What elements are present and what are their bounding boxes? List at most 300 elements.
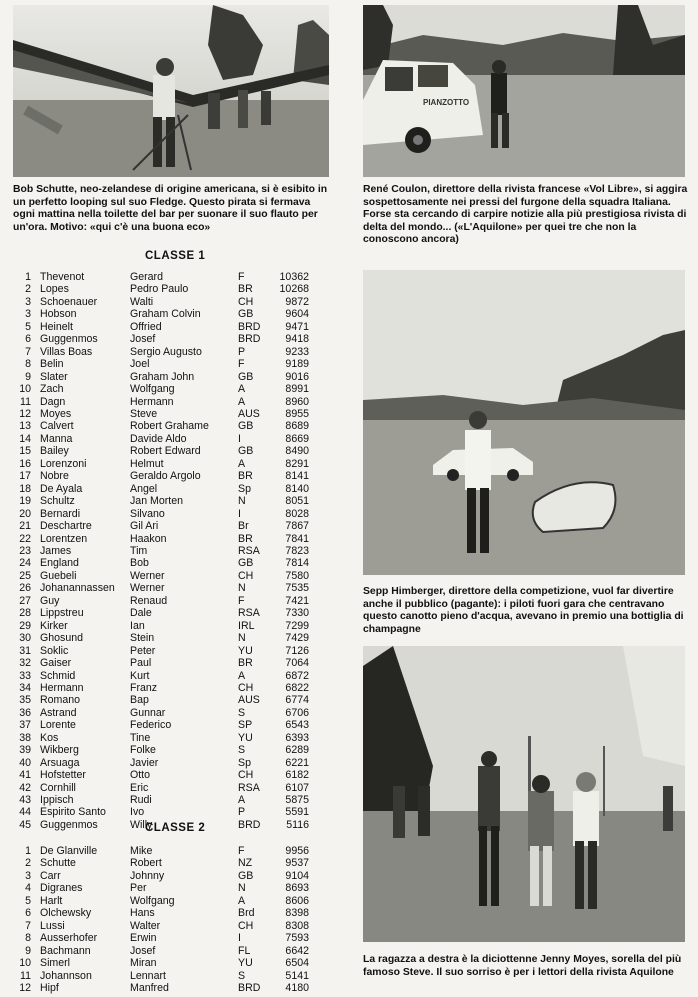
cell-points: 6289 xyxy=(285,744,309,757)
van-lettering: PIANZOTTO xyxy=(423,98,470,107)
caption-moyes: La ragazza a destra è la diciottenne Jenny Moyes, sorella del più famoso Steve. Il suo sorriso è per i lettori della rivista Aquilone xyxy=(363,954,682,978)
cell-nationality: RSA xyxy=(238,544,260,557)
table-row xyxy=(9,271,309,283)
cell-nationality: CH xyxy=(238,295,254,308)
cell-nationality: I xyxy=(238,432,241,445)
cell-nationality: RSA xyxy=(238,607,260,620)
cell-rank: 8 xyxy=(25,932,31,945)
cell-nationality: F xyxy=(238,271,245,283)
table-row xyxy=(9,333,309,345)
cell-rank: 3 xyxy=(25,308,31,321)
table-row xyxy=(9,595,309,607)
cell-rank: 3 xyxy=(25,869,31,882)
table-row xyxy=(9,296,309,308)
cell-points: 8308 xyxy=(285,919,309,932)
cell-nationality: Br xyxy=(238,520,249,533)
cell-rank: 4 xyxy=(25,882,31,895)
table-row xyxy=(9,682,309,694)
table-row xyxy=(9,520,309,532)
cell-given-name: Mike xyxy=(130,845,153,857)
table-row xyxy=(9,470,309,482)
table-row xyxy=(9,920,309,932)
cell-points: 8028 xyxy=(285,507,309,520)
cell-given-name: Renaud xyxy=(130,594,168,607)
cell-given-name: Bap xyxy=(130,694,149,707)
cell-points: 6642 xyxy=(285,944,309,957)
caption-coulon: René Coulon, direttore della rivista francese «Vol Libre», si aggira sospettosamente nei pressi del furgone della squadra Italiana. Forse sta cercando di carpire notizie alla più prestigiosa rivista di delta del mondo... («L'Aquilone» per quei tre che non la conoscono ancora) xyxy=(363,184,688,246)
cell-given-name: Wolfgang xyxy=(130,383,175,396)
table-row xyxy=(9,782,309,794)
cell-surname: Moyes xyxy=(40,407,72,420)
cell-nationality: I xyxy=(238,932,241,945)
cell-nationality: GB xyxy=(238,869,254,882)
cell-surname: Guggenmos xyxy=(40,818,98,831)
cell-nationality: Brd xyxy=(238,907,255,920)
cell-rank: 45 xyxy=(19,818,31,831)
cell-nationality: S xyxy=(238,969,246,982)
cell-rank: 10 xyxy=(19,957,31,970)
cell-points: 8606 xyxy=(285,894,309,907)
cell-rank: 30 xyxy=(19,632,31,645)
cell-rank: 8 xyxy=(25,358,31,371)
cell-given-name: Haakon xyxy=(130,532,167,545)
table-row xyxy=(9,769,309,781)
cell-rank: 1 xyxy=(25,271,31,283)
cell-surname: England xyxy=(40,557,79,570)
cell-surname: Harlt xyxy=(40,894,63,907)
cell-given-name: Tim xyxy=(130,544,148,557)
cell-points: 7064 xyxy=(285,657,309,670)
cell-given-name: Hans xyxy=(130,907,155,920)
cell-rank: 7 xyxy=(25,345,31,358)
cell-surname: Dagn xyxy=(40,395,66,408)
cell-rank: 21 xyxy=(19,520,31,533)
cell-surname: Lippstreu xyxy=(40,607,84,620)
classe2-title: CLASSE 2 xyxy=(145,822,206,834)
cell-rank: 15 xyxy=(19,445,31,458)
cell-rank: 13 xyxy=(19,420,31,433)
cell-rank: 44 xyxy=(19,806,31,819)
table-row xyxy=(9,545,309,557)
table-row xyxy=(9,358,309,370)
cell-given-name: Per xyxy=(130,882,147,895)
cell-nationality: CH xyxy=(238,569,254,582)
table-row xyxy=(9,982,309,994)
cell-nationality: CH xyxy=(238,919,254,932)
table-row xyxy=(9,483,309,495)
table-row xyxy=(9,283,309,295)
cell-surname: Schultz xyxy=(40,495,75,508)
cell-given-name: Ivo xyxy=(130,806,145,819)
cell-rank: 11 xyxy=(20,969,31,982)
cell-rank: 38 xyxy=(19,731,31,744)
cell-points: 6706 xyxy=(285,706,309,719)
cell-points: 8669 xyxy=(285,432,309,445)
cell-surname: Slater xyxy=(40,370,68,383)
cell-nationality: IRL xyxy=(238,619,255,632)
cell-points: 4180 xyxy=(285,981,309,994)
cell-nationality: I xyxy=(238,507,241,520)
cell-nationality: P xyxy=(238,345,246,358)
cell-nationality: S xyxy=(238,706,246,719)
cell-rank: 33 xyxy=(19,669,31,682)
cell-rank: 3 xyxy=(25,295,31,308)
cell-points: 10362 xyxy=(279,271,309,283)
cell-given-name: Helmut xyxy=(130,457,164,470)
table-row xyxy=(9,632,309,644)
cell-points: 6393 xyxy=(285,731,309,744)
cell-rank: 2 xyxy=(25,283,31,296)
cell-rank: 9 xyxy=(25,944,31,957)
cell-points: 7429 xyxy=(285,632,309,645)
cell-nationality: AUS xyxy=(238,407,260,420)
cell-surname: Manna xyxy=(40,432,73,445)
table-row xyxy=(9,533,309,545)
cell-given-name: Werner xyxy=(130,569,165,582)
cell-points: 5141 xyxy=(285,969,309,982)
table-row xyxy=(9,321,309,333)
cell-nationality: Sp xyxy=(238,756,251,769)
cell-points: 6221 xyxy=(285,756,309,769)
cell-rank: 5 xyxy=(25,894,31,907)
table-row xyxy=(9,645,309,657)
table-row xyxy=(9,582,309,594)
cell-points: 6107 xyxy=(285,781,309,794)
cell-surname: Hipf xyxy=(40,981,59,994)
cell-given-name: Manfred xyxy=(130,981,169,994)
cell-given-name: Walter xyxy=(130,919,161,932)
cell-surname: Bachmann xyxy=(40,944,91,957)
table-row xyxy=(9,607,309,619)
table-row xyxy=(9,794,309,806)
cell-rank: 1 xyxy=(25,845,31,857)
cell-nationality: BRD xyxy=(238,818,261,831)
cell-rank: 26 xyxy=(19,582,31,595)
cell-surname: Kirker xyxy=(40,619,68,632)
cell-nationality: GB xyxy=(238,308,254,321)
cell-nationality: BR xyxy=(238,532,253,545)
table-row xyxy=(9,757,309,769)
cell-nationality: GB xyxy=(238,420,254,433)
cell-rank: 14 xyxy=(19,432,31,445)
cell-nationality: F xyxy=(238,845,245,857)
cell-surname: Thevenot xyxy=(40,271,85,283)
table-row xyxy=(9,870,309,882)
table-row xyxy=(9,495,309,507)
cell-rank: 23 xyxy=(19,544,31,557)
cell-nationality: BRD xyxy=(238,333,261,346)
caption-schutte: Bob Schutte, neo-zelandese di origine americana, si è esibito in un perfetto looping sul suo Fledge. Questo pirata si fermava ogni mattina nella toilette del bar per suonare il suo flauto per un'ora. Motivo: «qui c'è una buona eco» xyxy=(13,184,328,233)
cell-surname: Espirito Santo xyxy=(40,806,106,819)
cell-rank: 2 xyxy=(25,857,31,870)
cell-rank: 6 xyxy=(25,333,31,346)
cell-given-name: Gil Ari xyxy=(130,520,159,533)
table-row xyxy=(9,620,309,632)
cell-points: 7580 xyxy=(285,569,309,582)
cell-nationality: A xyxy=(238,457,246,470)
cell-given-name: Otto xyxy=(130,769,151,782)
cell-given-name: Dale xyxy=(130,607,152,620)
table-row xyxy=(9,970,309,982)
cell-given-name: Werner xyxy=(130,582,165,595)
cell-points: 8140 xyxy=(285,482,309,495)
cell-given-name: Stein xyxy=(130,632,155,645)
cell-surname: Olchewsky xyxy=(40,907,92,920)
cell-surname: Calvert xyxy=(40,420,74,433)
cell-points: 8693 xyxy=(285,882,309,895)
table-row xyxy=(9,895,309,907)
table-row xyxy=(9,657,309,669)
cell-nationality: A xyxy=(238,794,246,807)
cell-points: 9956 xyxy=(285,845,309,857)
cell-given-name: Jan Morten xyxy=(130,495,183,508)
cell-points: 7126 xyxy=(285,644,309,657)
cell-surname: Lorentzen xyxy=(40,532,88,545)
cell-surname: Zach xyxy=(40,383,64,396)
cell-nationality: BR xyxy=(238,283,253,296)
cell-points: 7421 xyxy=(285,594,309,607)
table-row xyxy=(9,371,309,383)
cell-points: 6182 xyxy=(285,769,309,782)
table-row xyxy=(9,445,309,457)
cell-surname: De Ayala xyxy=(40,482,83,495)
table-row xyxy=(9,408,309,420)
cell-points: 10268 xyxy=(279,283,309,296)
cell-given-name: Geraldo Argolo xyxy=(130,470,201,483)
cell-rank: 20 xyxy=(19,507,31,520)
cell-surname: Bailey xyxy=(40,445,69,458)
cell-surname: Astrand xyxy=(40,706,77,719)
cell-given-name: Javier xyxy=(130,756,159,769)
cell-surname: Nobre xyxy=(40,470,69,483)
cell-surname: Ippisch xyxy=(40,794,74,807)
cell-rank: 32 xyxy=(19,657,31,670)
cell-surname: Romano xyxy=(40,694,81,707)
cell-given-name: Steve xyxy=(130,407,158,420)
cell-rank: 9 xyxy=(25,370,31,383)
table-row xyxy=(9,882,309,894)
cell-points: 9233 xyxy=(285,345,309,358)
cell-points: 7299 xyxy=(285,619,309,632)
cell-points: 6872 xyxy=(285,669,309,682)
cell-given-name: Paul xyxy=(130,657,152,670)
cell-given-name: Robert Grahame xyxy=(130,420,209,433)
cell-points: 8960 xyxy=(285,395,309,408)
cell-surname: Deschartre xyxy=(40,520,92,533)
cell-given-name: Miran xyxy=(130,957,157,970)
table-row xyxy=(9,744,309,756)
cell-given-name: Folke xyxy=(130,744,156,757)
cell-points: 7330 xyxy=(285,607,309,620)
table-row xyxy=(9,670,309,682)
cell-given-name: Offried xyxy=(130,320,162,333)
cell-given-name: Bob xyxy=(130,557,149,570)
cell-points: 8689 xyxy=(285,420,309,433)
cell-surname: Cornhill xyxy=(40,781,76,794)
cell-surname: Soklic xyxy=(40,644,69,657)
cell-surname: Bernardi xyxy=(40,507,81,520)
cell-nationality: GB xyxy=(238,370,254,383)
cell-surname: Ghosund xyxy=(40,632,83,645)
cell-points: 8955 xyxy=(285,407,309,420)
table-row xyxy=(9,383,309,395)
cell-rank: 43 xyxy=(19,794,31,807)
cell-nationality: BRD xyxy=(238,981,261,994)
cell-points: 9104 xyxy=(285,869,309,882)
photo-raft xyxy=(363,270,685,575)
classe2-table xyxy=(9,845,309,994)
cell-rank: 31 xyxy=(19,644,31,657)
cell-surname: Lopes xyxy=(40,283,69,296)
cell-given-name: Angel xyxy=(130,482,158,495)
cell-rank: 6 xyxy=(25,907,31,920)
cell-nationality: BR xyxy=(238,657,253,670)
cell-given-name: Ian xyxy=(130,619,145,632)
cell-surname: Gaiser xyxy=(40,657,72,670)
table-row xyxy=(9,420,309,432)
cell-nationality: A xyxy=(238,669,246,682)
cell-given-name: Peter xyxy=(130,644,156,657)
cell-surname: Lorenzoni xyxy=(40,457,87,470)
cell-given-name: Walti xyxy=(130,295,154,308)
cell-rank: 29 xyxy=(19,619,31,632)
cell-rank: 42 xyxy=(19,781,31,794)
cell-nationality: CH xyxy=(238,769,254,782)
cell-points: 8051 xyxy=(285,495,309,508)
cell-points: 7841 xyxy=(285,532,309,545)
photo-van xyxy=(363,5,685,177)
cell-given-name: Erwin xyxy=(130,932,157,945)
cell-nationality: F xyxy=(238,594,245,607)
cell-points: 6504 xyxy=(285,957,309,970)
cell-surname: Schutte xyxy=(40,857,76,870)
cell-given-name: Gerard xyxy=(130,271,163,283)
cell-given-name: Sergio Augusto xyxy=(130,345,202,358)
cell-rank: 18 xyxy=(19,482,31,495)
cell-surname: Wikberg xyxy=(40,744,79,757)
cell-nationality: NZ xyxy=(238,857,253,870)
cell-surname: Simerl xyxy=(40,957,71,970)
cell-points: 7814 xyxy=(285,557,309,570)
table-row xyxy=(9,694,309,706)
cell-surname: Hermann xyxy=(40,681,84,694)
cell-given-name: Eric xyxy=(130,781,149,794)
table-row xyxy=(9,907,309,919)
table-row xyxy=(9,346,309,358)
cell-nationality: S xyxy=(238,744,246,757)
cell-points: 9189 xyxy=(285,358,309,371)
cell-rank: 39 xyxy=(19,744,31,757)
caption-himberger: Sepp Himberger, direttore della competizione, vuol far divertire anche il pubblico (pagante): i piloti fuori gara che centravano questo canotto pieno d'acqua, avevano in premio una bottiglia di champagne xyxy=(363,586,684,635)
cell-given-name: Graham John xyxy=(130,370,195,383)
cell-nationality: GB xyxy=(238,445,254,458)
cell-nationality: F xyxy=(238,358,245,371)
table-row xyxy=(9,433,309,445)
photo-hang-glider xyxy=(13,5,329,177)
cell-nationality: N xyxy=(238,632,246,645)
cell-given-name: Gunnar xyxy=(130,706,166,719)
cell-points: 5116 xyxy=(286,818,309,831)
table-row xyxy=(9,458,309,470)
cell-rank: 34 xyxy=(19,681,31,694)
cell-given-name: Graham Colvin xyxy=(130,308,201,321)
cell-rank: 25 xyxy=(19,569,31,582)
cell-rank: 37 xyxy=(19,719,31,732)
cell-surname: Heinelt xyxy=(40,320,73,333)
cell-given-name: Lennart xyxy=(130,969,166,982)
cell-rank: 12 xyxy=(19,407,31,420)
cell-points: 8141 xyxy=(285,470,309,483)
cell-surname: Johannson xyxy=(40,969,92,982)
cell-given-name: Federico xyxy=(130,719,172,732)
cell-surname: Digranes xyxy=(40,882,83,895)
cell-surname: De Glanville xyxy=(40,845,98,857)
cell-rank: 27 xyxy=(19,594,31,607)
table-row xyxy=(9,396,309,408)
cell-points: 5591 xyxy=(285,806,309,819)
cell-nationality: A xyxy=(238,383,246,396)
cell-rank: 41 xyxy=(19,769,31,782)
cell-given-name: Johnny xyxy=(130,869,165,882)
cell-points: 8490 xyxy=(285,445,309,458)
cell-given-name: Silvano xyxy=(130,507,165,520)
cell-rank: 35 xyxy=(19,694,31,707)
cell-points: 9471 xyxy=(285,320,309,333)
cell-points: 8398 xyxy=(285,907,309,920)
cell-surname: Belin xyxy=(40,358,64,371)
cell-nationality: BR xyxy=(238,470,253,483)
cell-nationality: AUS xyxy=(238,694,260,707)
cell-points: 9418 xyxy=(285,333,309,346)
cell-nationality: FL xyxy=(238,944,251,957)
cell-given-name: Hermann xyxy=(130,395,174,408)
cell-rank: 28 xyxy=(19,607,31,620)
cell-nationality: YU xyxy=(238,731,253,744)
cell-surname: James xyxy=(40,544,72,557)
cell-given-name: Josef xyxy=(130,944,156,957)
cell-points: 6774 xyxy=(285,694,309,707)
cell-surname: Carr xyxy=(40,869,61,882)
cell-nationality: RSA xyxy=(238,781,260,794)
table-row xyxy=(9,707,309,719)
table-row xyxy=(9,732,309,744)
cell-given-name: Pedro Paulo xyxy=(130,283,189,296)
cell-points: 9872 xyxy=(285,295,309,308)
table-row xyxy=(9,957,309,969)
classe1-title: CLASSE 1 xyxy=(145,250,206,262)
cell-surname: Lorente xyxy=(40,719,76,732)
cell-rank: 17 xyxy=(19,470,31,483)
cell-surname: Hofstetter xyxy=(40,769,86,782)
cell-given-name: Willy xyxy=(130,818,153,831)
cell-points: 8291 xyxy=(285,457,309,470)
cell-given-name: Davide Aldo xyxy=(130,432,187,445)
cell-nationality: A xyxy=(238,395,246,408)
classe1-table xyxy=(9,271,309,831)
cell-points: 6543 xyxy=(285,719,309,732)
cell-nationality: N xyxy=(238,882,246,895)
cell-nationality: P xyxy=(238,806,246,819)
cell-given-name: Franz xyxy=(130,681,158,694)
cell-points: 7593 xyxy=(285,932,309,945)
cell-nationality: Sp xyxy=(238,482,251,495)
cell-surname: Ausserhofer xyxy=(40,932,98,945)
cell-rank: 16 xyxy=(19,457,31,470)
cell-points: 8991 xyxy=(285,383,309,396)
cell-surname: Schoenauer xyxy=(40,295,98,308)
cell-surname: Kos xyxy=(40,731,59,744)
cell-surname: Hobson xyxy=(40,308,77,321)
